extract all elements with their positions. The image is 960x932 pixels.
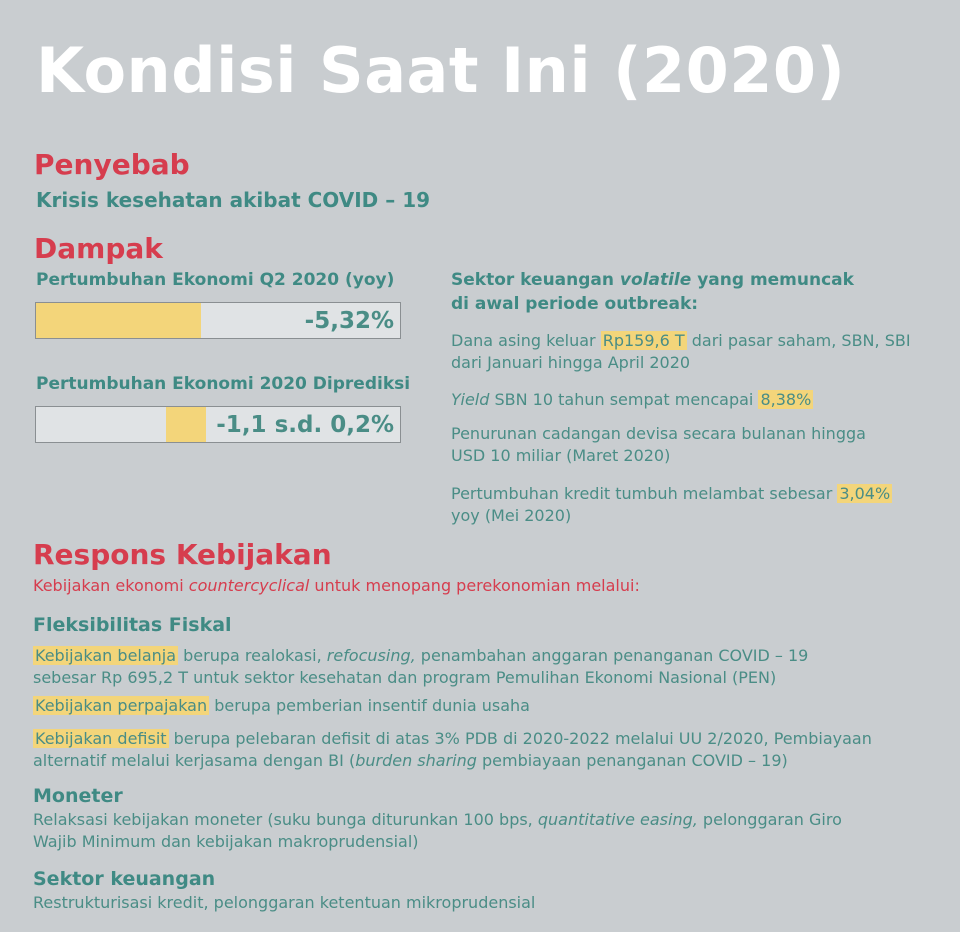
defisit-line2-italic: burden sharing	[355, 751, 477, 770]
respons-intro	[33, 576, 640, 595]
item4-pre: Pertumbuhan kredit tumbuh melambat sebesar	[451, 484, 838, 503]
item2-italic: Yield	[451, 390, 490, 409]
item3-line1: Penurunan cadangan devisa secara bulanan hingga	[451, 424, 866, 443]
sektor-item-devisa	[451, 423, 866, 467]
bar-label-2020: Pertumbuhan Ekonomi 2020 Diprediksi	[36, 374, 411, 394]
bar-label-q2: Pertumbuhan Ekonomi Q2 2020 (yoy)	[36, 270, 395, 290]
sektor-title-italic: volatile	[619, 270, 692, 290]
fiskal-belanja	[33, 645, 808, 689]
belanja-highlight: Kebijakan belanja	[35, 646, 177, 665]
respons-heading: Respons Kebijakan	[33, 538, 332, 571]
item2-highlight: 8,38%	[760, 390, 812, 409]
item1-post: dari pasar saham, SBN, SBI	[686, 331, 911, 350]
fiskal-defisit	[33, 728, 872, 772]
item4-highlight: 3,04%	[839, 484, 891, 503]
item3-line2: USD 10 miliar (Maret 2020)	[451, 446, 671, 465]
item1-highlight: Rp159,6 T	[602, 331, 685, 350]
growth-q2-value: -5,32%	[304, 307, 394, 334]
sektor-title-post: yang memuncak	[691, 270, 854, 290]
belanja-pre: berupa realokasi,	[178, 646, 327, 665]
growth-2020-bar	[35, 406, 401, 443]
belanja-italic: refocusing,	[326, 646, 416, 665]
item4-line2: yoy (Mei 2020)	[451, 506, 572, 525]
fiskal-heading: Fleksibilitas Fiskal	[33, 614, 232, 636]
intro-pre: Kebijakan ekonomi	[33, 576, 189, 595]
penyebab-text: Krisis kesehatan akibat COVID – 19	[36, 188, 431, 212]
moneter-line1-post: pelonggaran Giro	[697, 810, 842, 829]
penyebab-heading: Penyebab	[34, 148, 190, 181]
growth-q2-bar	[35, 302, 401, 339]
moneter-heading: Moneter	[33, 785, 123, 807]
item1-line2: dari Januari hingga April 2020	[451, 353, 691, 372]
moneter-line1-italic: quantitative easing,	[537, 810, 698, 829]
belanja-post: penambahan anggaran penanganan COVID – 19	[415, 646, 809, 665]
sektor-keuangan-heading: Sektor keuangan	[33, 868, 216, 890]
pajak-highlight: Kebijakan perpajakan	[35, 696, 208, 715]
pajak-post: berupa pemberian insentif dunia usaha	[209, 696, 530, 715]
item2-pre: SBN 10 tahun sempat mencapai	[489, 390, 759, 409]
defisit-line2-post: pembiayaan penanganan COVID – 19)	[476, 751, 788, 770]
sektor-title-line2: di awal periode outbreak:	[451, 294, 699, 314]
dampak-heading: Dampak	[34, 232, 163, 265]
defisit-line2-pre: alternatif melalui kerjasama dengan BI (	[33, 751, 356, 770]
sektor-title	[451, 268, 854, 316]
sektor-title-pre: Sektor keuangan	[451, 270, 620, 290]
growth-q2-fill	[36, 303, 201, 338]
fiskal-pajak	[33, 695, 530, 717]
growth-2020-value: -1,1 s.d. 0,2%	[216, 411, 394, 438]
sektor-item-kredit	[451, 483, 892, 527]
moneter-line1-pre: Relaksasi kebijakan moneter (suku bunga diturunkan 100 bps,	[33, 810, 538, 829]
sektor-keuangan-text: Restrukturisasi kredit, pelonggaran ketentuan mikroprudensial	[33, 893, 536, 912]
sektor-item-yield	[451, 389, 813, 411]
item1-pre: Dana asing keluar	[451, 331, 601, 350]
growth-2020-fill	[166, 407, 206, 442]
defisit-highlight: Kebijakan defisit	[35, 729, 167, 748]
defisit-post: berupa pelebaran defisit di atas 3% PDB di 2020-2022 melalui UU 2/2020, Pembiayaan	[168, 729, 872, 748]
intro-post: untuk menopang perekonomian melalui:	[309, 576, 640, 595]
intro-italic: countercyclical	[188, 576, 310, 595]
page-title: Kondisi Saat Ini (2020)	[36, 34, 846, 107]
moneter-line2: Wajib Minimum dan kebijakan makroprudensial)	[33, 832, 419, 851]
sektor-item-dana-asing	[451, 330, 911, 374]
belanja-line2: sebesar Rp 695,2 T untuk sektor kesehatan dan program Pemulihan Ekonomi Nasional (PEN)	[33, 668, 777, 687]
moneter-text	[33, 809, 842, 853]
